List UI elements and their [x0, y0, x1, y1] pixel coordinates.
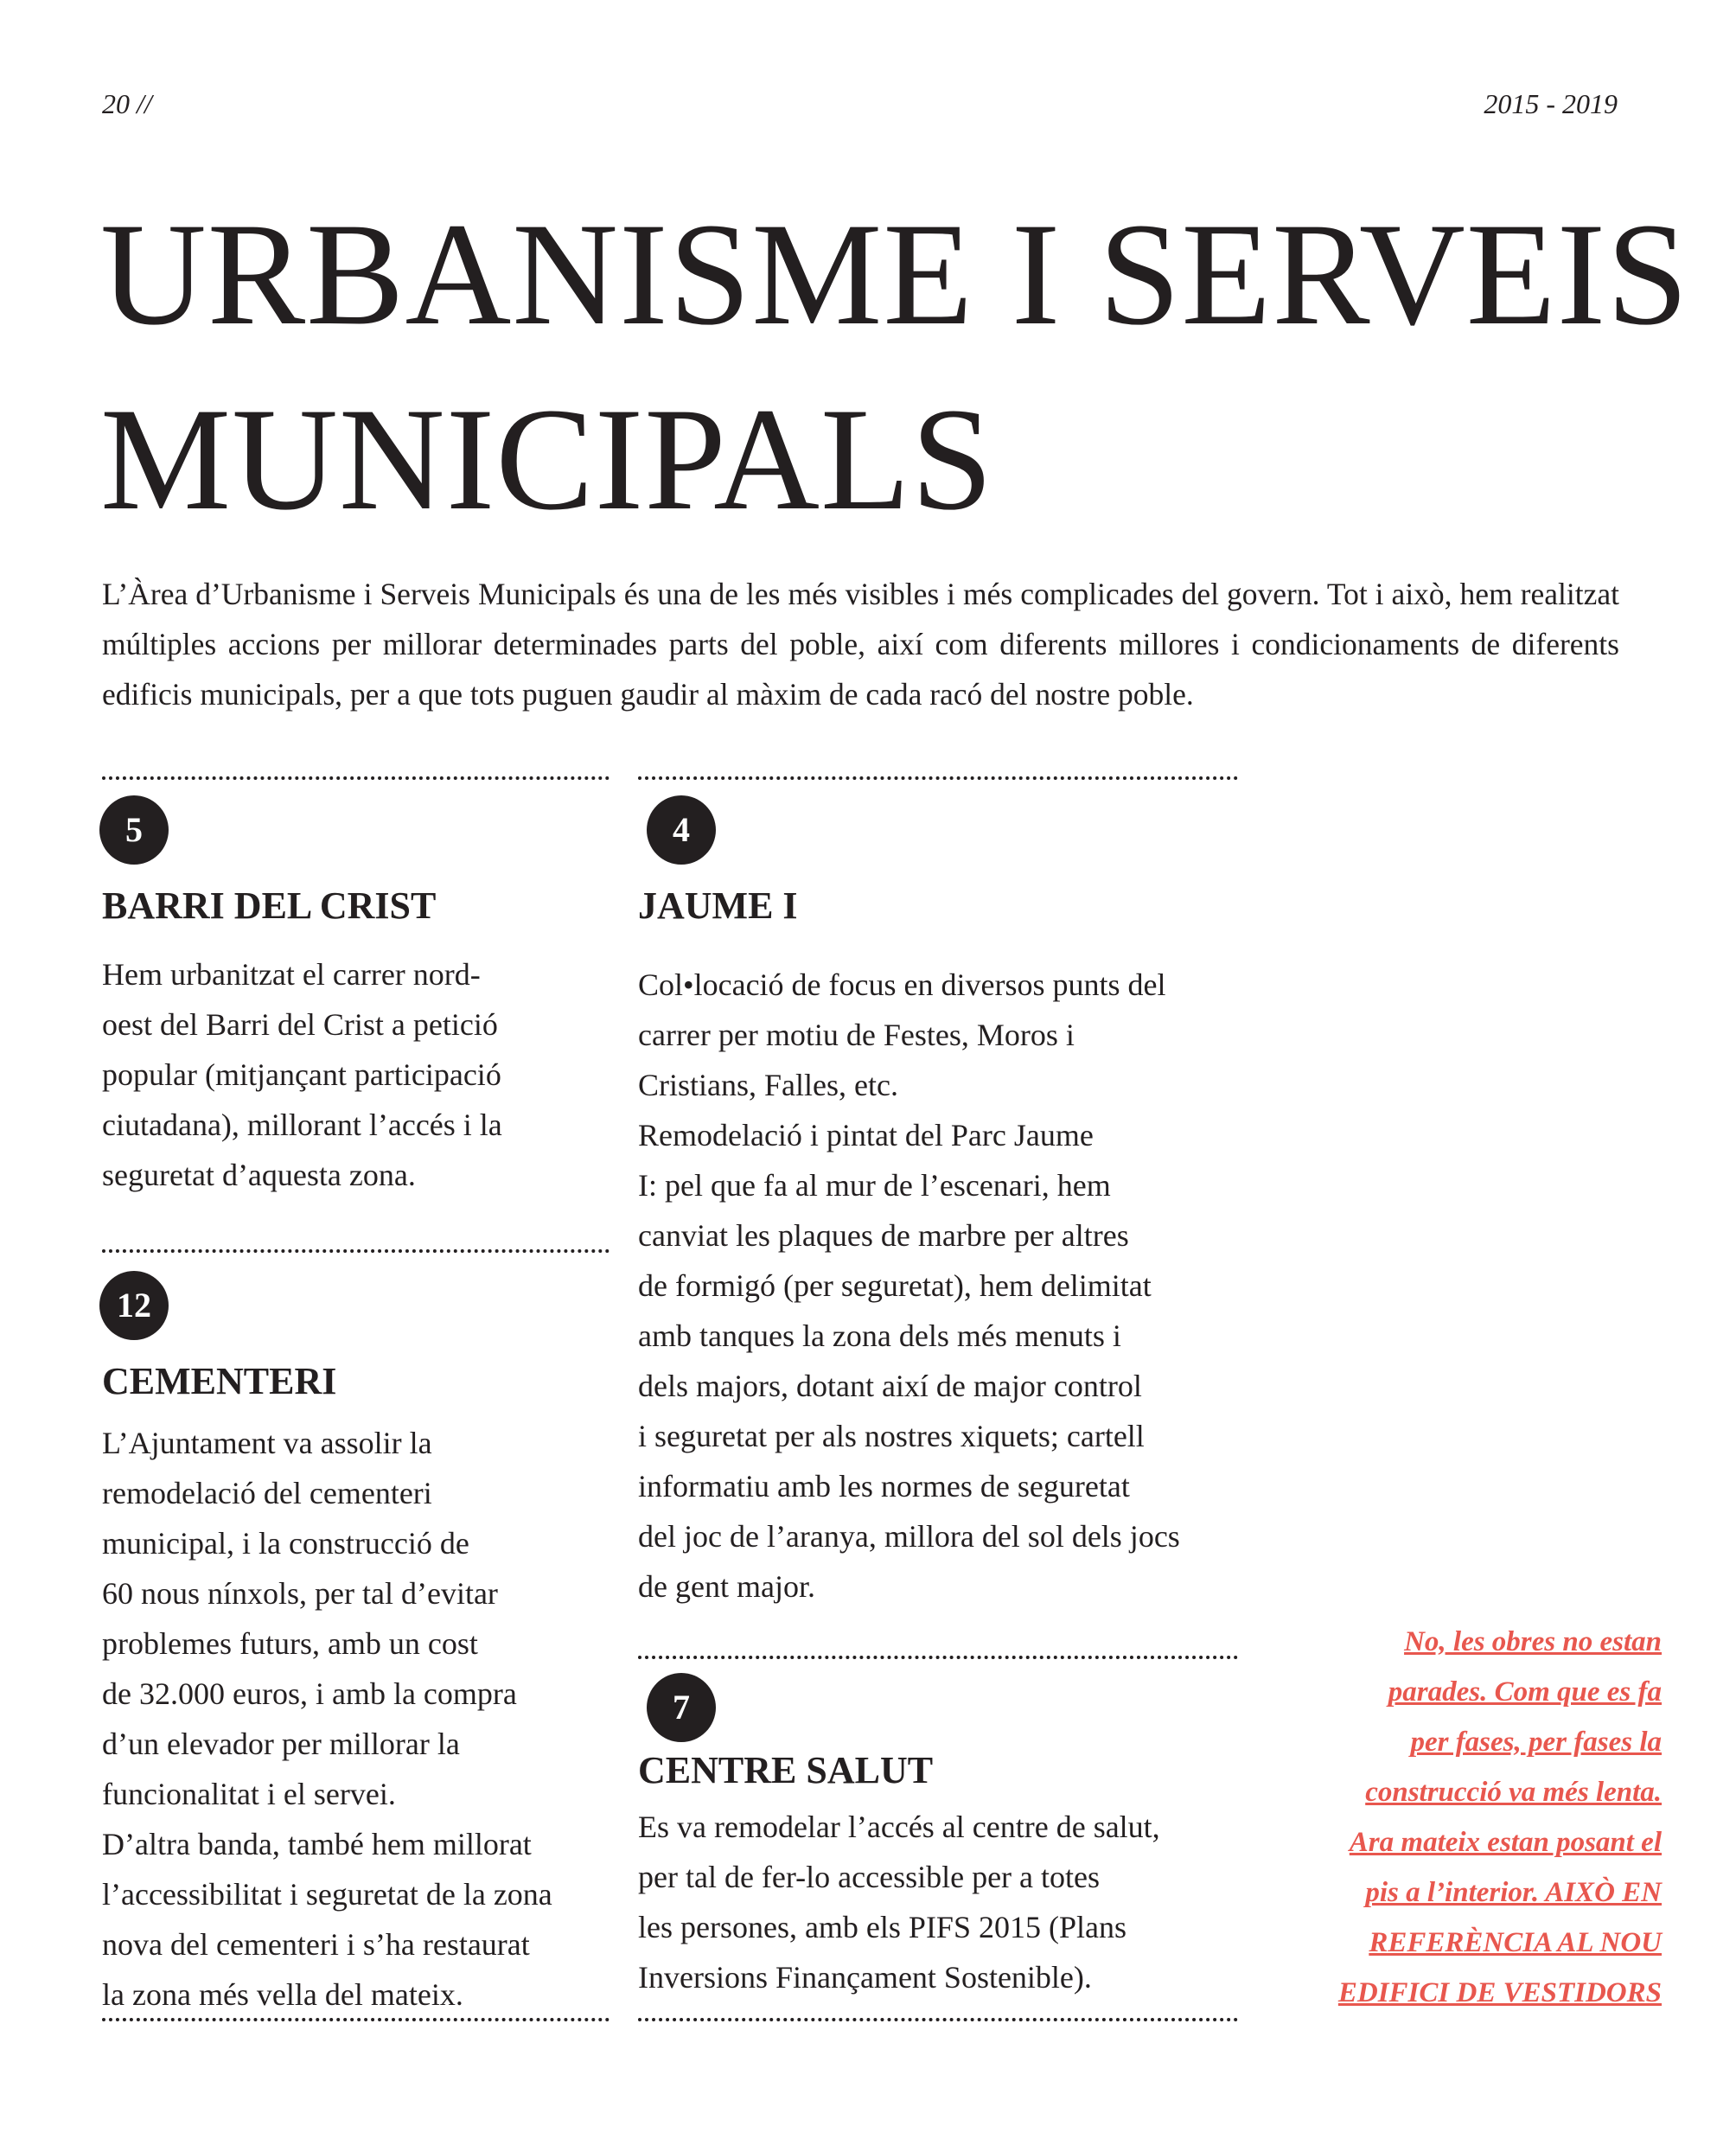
page-number: 20 // [102, 88, 152, 119]
text-line: L’Ajuntament va assolir la [102, 1426, 432, 1460]
divider [638, 2018, 1238, 2021]
note-line: pis a l’interior. AIXÒ EN [1365, 1877, 1662, 1908]
section-title: CEMENTERI [102, 1360, 337, 1402]
text-line: I: pel que fa al mur de l’escenari, hem [638, 1168, 1111, 1203]
text-line: problemes futurs, amb un cost [102, 1626, 478, 1661]
text-line: d’un elevador per millorar la [102, 1727, 460, 1761]
text-line: Remodelació i pintat del Parc Jaume [638, 1118, 1094, 1152]
divider [638, 1656, 1238, 1659]
text-line: canviat les plaques de marbre per altres [638, 1218, 1129, 1253]
text-line: Inversions Finançament Sostenible). [638, 1960, 1092, 1995]
text-line: carrer per motiu de Festes, Moros i [638, 1018, 1075, 1052]
text-line: de 32.000 euros, i amb la compra [102, 1676, 517, 1711]
note-line: REFERÈNCIA AL NOU [1369, 1927, 1662, 1958]
section-number-badge: 7 [647, 1673, 716, 1742]
text-line: les persones, amb els PIFS 2015 (Plans [638, 1910, 1126, 1944]
text-line: dels majors, dotant així de major control [638, 1369, 1142, 1403]
page-title [100, 182, 1689, 552]
text-line: de gent major. [638, 1569, 815, 1604]
title-line-1: URBANISME I SERVEIS [100, 193, 1689, 355]
note-line: Ara mateix estan posant el [1349, 1827, 1662, 1858]
text-line: funcionalitat i el servei. [102, 1777, 396, 1811]
section-body [638, 1802, 1160, 2002]
text-line: per tal de fer-lo accessible per a totes [638, 1860, 1101, 1894]
text-line: remodelació del cementeri [102, 1476, 432, 1510]
annotation-note [1338, 1617, 1662, 2018]
text-line: 60 nous nínxols, per tal d’evitar [102, 1576, 498, 1611]
text-line: seguretat d’aquesta zona. [102, 1158, 416, 1192]
text-line: amb tanques la zona dels més menuts i [638, 1318, 1121, 1353]
text-line: ciutadana), millorant l’accés i la [102, 1108, 502, 1142]
text-line: la zona més vella del mateix. [102, 1977, 463, 2012]
section-body [102, 949, 502, 1200]
text-line: Es va remodelar l’accés al centre de salut, [638, 1810, 1160, 1844]
intro-paragraph: L’Àrea d’Urbanisme i Serveis Municipals és una de les més visibles i més complicades del govern. Tot i això, hem realitzat múltiples accions per millorar determinades parts del poble, així com diferents millores i condicionaments de diferents edificis municipals, per a que tots puguen gaudir al màxim de cada racó del nostre poble. [102, 577, 1619, 712]
note-line: parades. Com que es fa [1388, 1676, 1662, 1708]
text-line: del joc de l’aranya, millora del sol dels jocs [638, 1519, 1180, 1554]
text-line: popular (mitjançant participació [102, 1057, 501, 1092]
note-line: per fases, per fases la [1410, 1727, 1662, 1758]
section-body [638, 960, 1180, 1612]
note-line: construcció va més lenta. [1365, 1777, 1662, 1808]
text-line: de formigó (per seguretat), hem delimitat [638, 1268, 1152, 1303]
note-line: EDIFICI DE VESTIDORS [1337, 1977, 1662, 2008]
section-title: BARRI DEL CRIST [102, 884, 437, 927]
text-line: Hem urbanitzat el carrer nord- [102, 957, 481, 992]
note-line: No, les obres no estan [1404, 1626, 1662, 1657]
text-line: i seguretat per als nostres xiquets; cartell [638, 1419, 1145, 1453]
section-number-badge: 12 [99, 1271, 169, 1340]
text-line: informatiu amb les normes de seguretat [638, 1469, 1130, 1503]
section-body [102, 1418, 552, 2020]
section-number-badge: 5 [99, 795, 169, 865]
section-title: JAUME I [638, 884, 798, 927]
text-line: oest del Barri del Crist a petició [102, 1007, 498, 1042]
divider [638, 776, 1238, 780]
text-line: municipal, i la construcció de [102, 1526, 469, 1561]
section-title: CENTRE SALUT [638, 1749, 934, 1791]
text-line: Col•locació de focus en diversos punts del [638, 967, 1166, 1002]
divider [102, 1249, 610, 1253]
text-line: l’accessibilitat i seguretat de la zona [102, 1877, 552, 1912]
section-number-badge: 4 [647, 795, 716, 865]
title-line-2: MUNICIPALS [100, 378, 994, 540]
text-line: D’altra banda, també hem millorat [102, 1827, 532, 1861]
divider [102, 776, 610, 780]
year-range: 2015 - 2019 [1484, 88, 1618, 119]
text-line: Cristians, Falles, etc. [638, 1068, 898, 1102]
text-line: nova del cementeri i s’ha restaurat [102, 1927, 530, 1962]
